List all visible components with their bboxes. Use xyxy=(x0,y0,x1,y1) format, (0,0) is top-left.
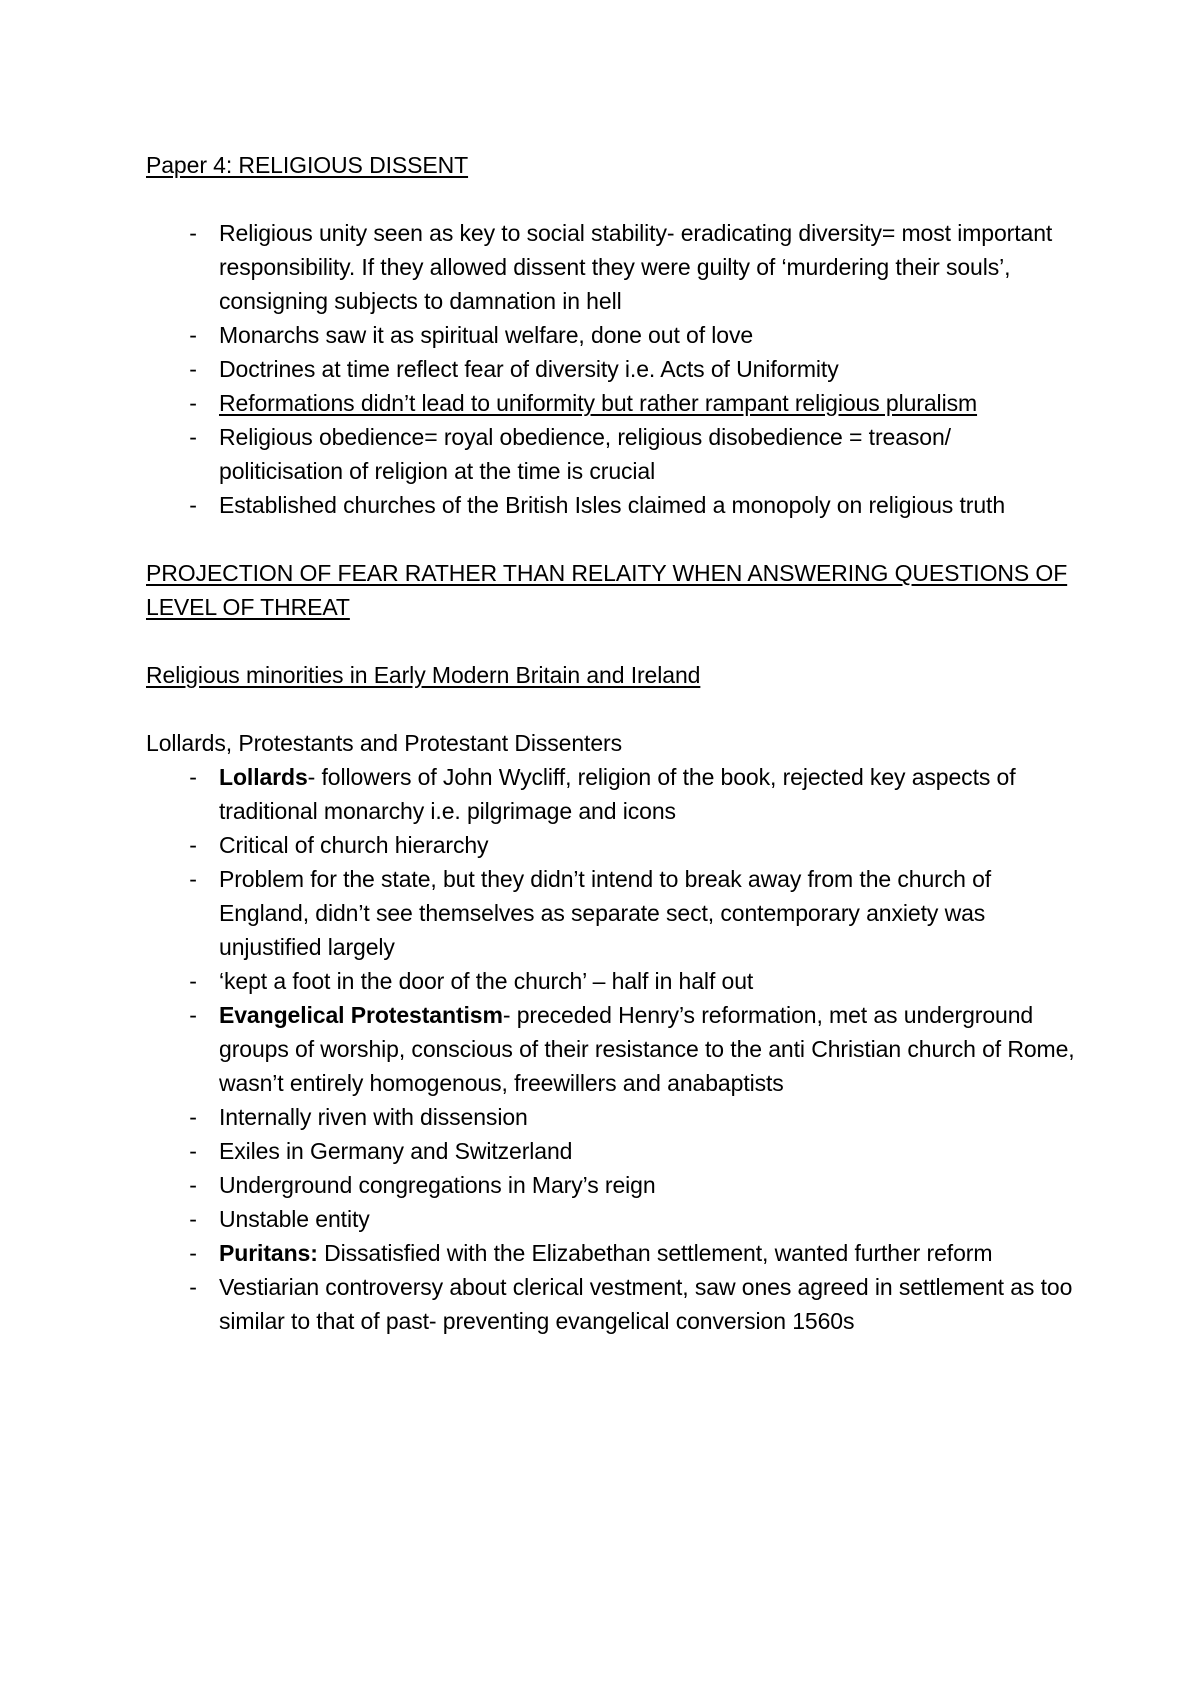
list-item xyxy=(146,760,1076,828)
list-item xyxy=(146,1270,1076,1338)
list-item-text: - preceded Henry’s reformation, met as underground groups of worship, conscious of their resistance to the anti Christian church of Rome, wasn’t entirely homogenous, freewillers and anabaptists xyxy=(219,1002,1075,1096)
list-item xyxy=(146,386,1076,420)
list-item xyxy=(146,1100,1076,1134)
dash-bullet: - xyxy=(189,1206,197,1232)
document-body xyxy=(146,148,1076,1338)
page-title: Paper 4: RELIGIOUS DISSENT xyxy=(146,152,469,178)
list-item-text: Reformations didn’t lead to uniformity but rather rampant religious pluralism xyxy=(219,390,978,416)
list-item-text: Religious obedience= royal obedience, religious disobedience = treason/ politicisation of religion at the time is crucial xyxy=(219,424,951,484)
dash-bullet: - xyxy=(189,764,197,790)
dash-bullet: - xyxy=(189,1274,197,1300)
list-item xyxy=(146,216,1076,318)
dash-bullet: - xyxy=(189,1172,197,1198)
list-item-text: Problem for the state, but they didn’t intend to break away from the church of England, didn’t see themselves as separate sect, contemporary anxiety was unjustified largely xyxy=(219,866,992,960)
list-item xyxy=(146,1134,1076,1168)
dash-bullet: - xyxy=(189,968,197,994)
spacer xyxy=(146,182,1076,216)
dash-bullet: - xyxy=(189,1138,197,1164)
list-item-text: Religious unity seen as key to social stability- eradicating diversity= most important responsibility. If they allowed dissent they were guilty of ‘murdering their souls’, consigning subjects to damnation in hell xyxy=(219,220,1053,314)
section-heading-minorities: Religious minorities in Early Modern Britain and Ireland xyxy=(146,662,701,688)
dash-bullet: - xyxy=(189,356,197,382)
list-item xyxy=(146,964,1076,998)
list-item-text: Monarchs saw it as spiritual welfare, done out of love xyxy=(219,322,754,348)
list-item-text: Established churches of the British Isles claimed a monopoly on religious truth xyxy=(219,492,1006,518)
dash-bullet: - xyxy=(189,492,197,518)
spacer xyxy=(146,624,1076,658)
dash-bullet: - xyxy=(189,866,197,892)
list-item-text: - followers of John Wycliff, religion of the book, rejected key aspects of traditional monarchy i.e. pilgrimage and icons xyxy=(219,764,1016,824)
subheading-lollards: Lollards, Protestants and Protestant Dissenters xyxy=(146,730,622,756)
spacer xyxy=(146,522,1076,556)
list-item-text: Dissatisfied with the Elizabethan settlement, wanted further reform xyxy=(317,1240,993,1266)
list-item xyxy=(146,420,1076,488)
list-item-text: Exiles in Germany and Switzerland xyxy=(219,1138,573,1164)
list-item-text: Critical of church hierarchy xyxy=(219,832,489,858)
dash-bullet: - xyxy=(189,424,197,450)
list-item xyxy=(146,1236,1076,1270)
list-item xyxy=(146,352,1076,386)
list-item xyxy=(146,488,1076,522)
list-item-text: ‘kept a foot in the door of the church’ – half in half out xyxy=(219,968,754,994)
list-item-text: Doctrines at time reflect fear of diversity i.e. Acts of Uniformity xyxy=(219,356,839,382)
list-item xyxy=(146,1202,1076,1236)
dash-bullet: - xyxy=(189,220,197,246)
list-item-text: Internally riven with dissension xyxy=(219,1104,528,1130)
list-dissent-points xyxy=(146,216,1076,522)
section-heading-threat: PROJECTION OF FEAR RATHER THAN RELAITY WHEN ANSWERING QUESTIONS OF LEVEL OF THREAT xyxy=(146,560,1068,620)
list-item xyxy=(146,828,1076,862)
term-lollards: Lollards xyxy=(219,764,308,790)
list-item xyxy=(146,1168,1076,1202)
list-item xyxy=(146,998,1076,1100)
dash-bullet: - xyxy=(189,322,197,348)
spacer xyxy=(146,692,1076,726)
dash-bullet: - xyxy=(189,1104,197,1130)
list-item xyxy=(146,862,1076,964)
list-item-text: Underground congregations in Mary’s reign xyxy=(219,1172,656,1198)
term-evangelical-protestantism: Evangelical Protestantism xyxy=(219,1002,503,1028)
term-puritans: Puritans: xyxy=(219,1240,318,1266)
dash-bullet: - xyxy=(189,1240,197,1266)
dash-bullet: - xyxy=(189,390,197,416)
list-item-text: Unstable entity xyxy=(219,1206,370,1232)
dash-bullet: - xyxy=(189,1002,197,1028)
dash-bullet: - xyxy=(189,832,197,858)
list-item xyxy=(146,318,1076,352)
list-minorities xyxy=(146,760,1076,1338)
list-item-text: Vestiarian controversy about clerical vestment, saw ones agreed in settlement as too similar to that of past- preventing evangelical conversion 1560s xyxy=(219,1274,1073,1334)
